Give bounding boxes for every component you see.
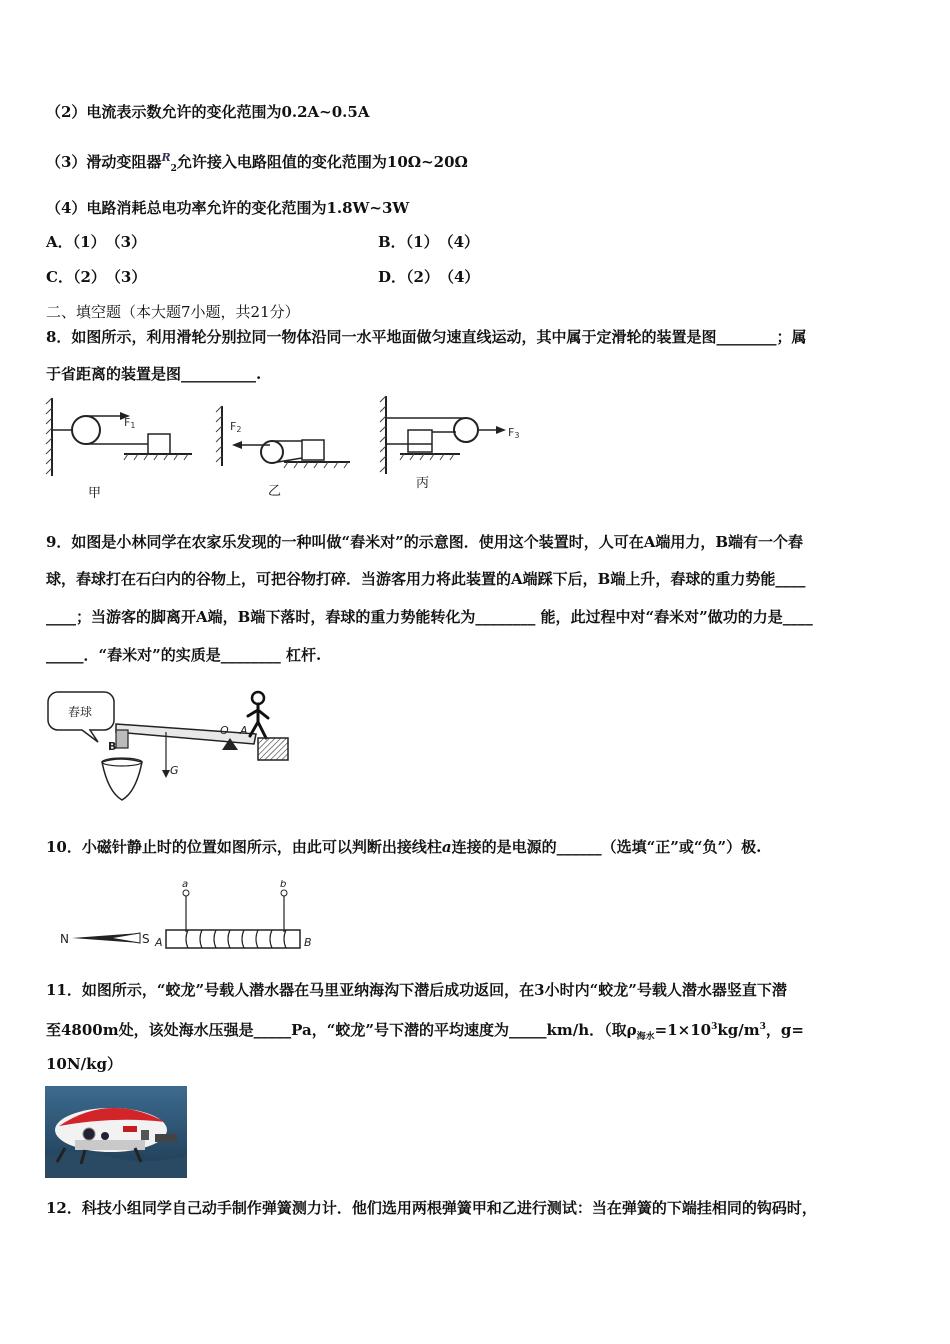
terminal-a-label: a: [182, 880, 189, 890]
q11-line-2-d: ，g=: [765, 1021, 804, 1039]
block-bing: [408, 430, 432, 452]
solenoid-end-a: A: [155, 936, 163, 949]
q8-line-2: 于省距离的装置是图__________.: [46, 365, 262, 383]
resistor-symbol: R: [161, 151, 171, 164]
force-label-f2: F2: [230, 420, 242, 434]
q11-line-3: 10N/kg）: [46, 1055, 122, 1073]
q11-line-1: 11．如图所示，“蛟龙”号载人潜水器在马里亚纳海沟下潜后成功返回，在3小时内“蛟龙”号载人潜水器竖直下潜: [46, 981, 787, 999]
bubble-text: 舂球: [68, 705, 93, 719]
q7-option-c[interactable]: C．（2） （3）: [46, 268, 147, 286]
q8-line-1: 8．如图所示，利用滑轮分别拉同一物体沿同一水平地面做匀速直线运动，其中属于定滑轮的装置是图________；属: [46, 328, 807, 346]
terminal-a: [183, 890, 189, 896]
solenoid-end-b: B: [304, 936, 312, 949]
person-figure: [248, 692, 268, 738]
pulley-wheel-yi: [261, 441, 283, 463]
label-g: G: [170, 764, 179, 777]
pestle-ball: [116, 730, 128, 748]
gravity-arrow: [162, 770, 170, 778]
exponent-3: 3: [711, 1022, 718, 1032]
q7-option-a[interactable]: A．（1） （3）: [46, 233, 147, 251]
force-arrow-f2: [232, 441, 242, 449]
q11-line-2: [46, 1017, 804, 1047]
label-o: O: [220, 724, 229, 737]
caption-yi: 乙: [268, 484, 282, 499]
jiaolong-submersible-photo: [45, 1086, 187, 1178]
force-label-f1: F1: [124, 416, 136, 430]
block-jia: [148, 434, 170, 454]
pulley-figures: [44, 392, 534, 502]
pulley-figure-bing: [380, 396, 519, 474]
terminal-b: [281, 890, 287, 896]
force-label-f3: F3: [508, 426, 520, 440]
pulley-wheel-bing: [454, 418, 478, 442]
rho-subscript: 海水: [636, 1032, 655, 1042]
terminal-b-label: b: [280, 880, 287, 890]
q7-item-2: （2）电流表示数允许的变化范围为0.2A~0.5A: [46, 103, 370, 121]
q7-item-3-prefix: （3）滑动变阻器: [46, 153, 162, 171]
exponent-3b: 3: [759, 1022, 766, 1032]
q10-line-1-suffix: 连接的是电源的______（选填“正”或“负”）极.: [451, 838, 762, 856]
q10-line-1: [46, 837, 761, 857]
lever-beam: [116, 724, 256, 744]
q7-item-3-suffix: 允许接入电路阻值的变化范围为10Ω~20Ω: [176, 153, 468, 171]
q9-line-3: ____；当游客的脚离开A端，B端下落时，舂球的重力势能转化为________ 能，此过程中对“舂米对”做功的力是____: [46, 608, 813, 626]
label-b: B: [108, 740, 117, 753]
chunmidui-figure: [46, 684, 302, 804]
q11-line-2-c: kg/m: [717, 1021, 760, 1039]
force-arrow-f3: [496, 426, 506, 434]
pulley-figure-jia: [46, 398, 192, 476]
block-yi: [302, 440, 324, 460]
platform: [258, 738, 288, 760]
q12-line-1: 12．科技小组同学自己动手制作弹簧测力计．他们选用两根弹簧甲和乙进行测试：当在弹簧的下端挂相同的钩码时，: [46, 1199, 817, 1217]
q11-line-2-a: 至4800m处，该处海水压强是_____Pa，“蛟龙”号下潜的平均速度为_____km/h．（取ρ: [46, 1021, 637, 1039]
caption-bing: 丙: [416, 476, 430, 491]
section-2-heading: 二、填空题（本大题7小题，共21分）: [46, 303, 300, 321]
solenoid-figure: [58, 880, 328, 952]
q7-option-b[interactable]: B．（1） （4）: [378, 233, 480, 251]
q9-line-4: _____．“舂米对”的实质是________ 杠杆.: [46, 646, 322, 664]
caption-jia: 甲: [88, 486, 102, 501]
needle-label-n: N: [60, 932, 69, 946]
q7-item-3: [46, 148, 468, 179]
q9-line-2: 球，舂球打在石臼内的谷物上，可把谷物打碎．当游客用力将此装置的A端踩下后，B端上升，舂球的重力势能____: [46, 570, 806, 588]
pulley-figure-yi: [216, 406, 350, 468]
resistor-subscript: 2: [170, 164, 177, 174]
needle-label-s: S: [142, 932, 150, 946]
terminal-a-var: a: [441, 838, 452, 856]
q7-item-4: （4）电路消耗总电功率允许的变化范围为1.8W~3W: [46, 199, 410, 217]
q9-line-1: 9．如图是小林同学在农家乐发现的一种叫做“舂米对”的示意图．使用这个装置时，人可在A端用力，B端有一个舂: [46, 533, 804, 551]
label-a: A: [240, 724, 248, 737]
q7-option-d[interactable]: D．（2） （4）: [378, 268, 480, 286]
q11-line-2-b: =1×10: [654, 1021, 712, 1039]
q10-line-1-prefix: 10．小磁针静止时的位置如图所示，由此可以判断出接线柱: [46, 838, 442, 856]
pulley-wheel-jia: [72, 416, 100, 444]
